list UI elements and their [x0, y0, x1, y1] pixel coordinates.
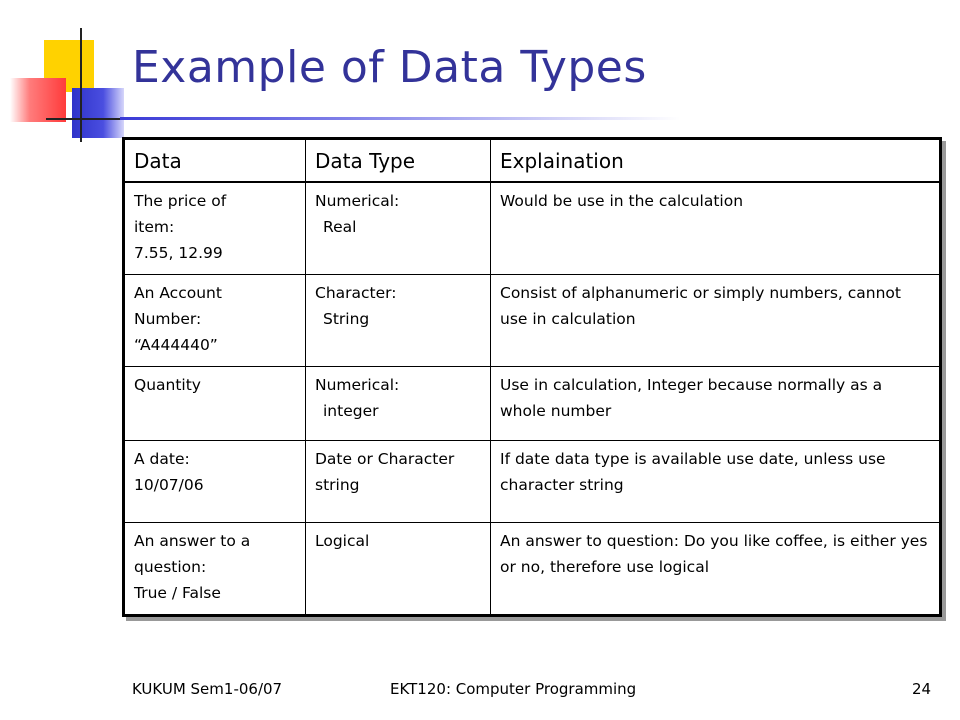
- cell-line: question:: [134, 558, 207, 576]
- type-cell: [306, 275, 491, 367]
- cell-line: String: [323, 310, 370, 328]
- horizontal-rule: [46, 118, 128, 120]
- cell-line: item:: [134, 218, 175, 236]
- footer-course-term: KUKUM Sem1-06/07: [132, 680, 283, 698]
- corner-decoration: [0, 0, 140, 150]
- cell-line: Character:: [315, 284, 397, 302]
- cell-line: 10/07/06: [134, 476, 204, 494]
- cell-line: Numerical:: [315, 192, 400, 210]
- explanation-cell: If date data type is available use date, unless use character string: [491, 441, 941, 523]
- explanation-cell: Use in calculation, Integer because normally as a whole number: [491, 367, 941, 441]
- cell-line: Real: [323, 218, 357, 236]
- cell-line: An answer to a: [134, 532, 251, 550]
- cell-line: integer: [323, 402, 379, 420]
- header-data-type: Data Type: [306, 139, 491, 183]
- vertical-rule: [80, 28, 82, 142]
- data-cell: [124, 275, 306, 367]
- footer-course-title: EKT120: Computer Programming: [390, 680, 637, 698]
- type-cell: Logical: [306, 523, 491, 616]
- cell-line: A date:: [134, 450, 190, 468]
- explanation-cell: Would be use in the calculation: [491, 182, 941, 275]
- cell-line: 7.55, 12.99: [134, 244, 223, 262]
- cell-line: Number:: [134, 310, 202, 328]
- cell-line: Quantity: [134, 376, 201, 394]
- data-cell: [124, 523, 306, 616]
- title-underline: [120, 117, 680, 120]
- explanation-cell: An answer to question: Do you like coffee, is either yes or no, therefore use logical: [491, 523, 941, 616]
- cell-line: The price of: [134, 192, 227, 210]
- header-data: Data: [124, 139, 306, 183]
- data-types-table: [122, 137, 942, 617]
- table-row: [124, 523, 941, 616]
- data-cell: [124, 367, 306, 441]
- red-square: [10, 78, 66, 122]
- type-cell: [306, 182, 491, 275]
- table-header-row: [124, 139, 941, 183]
- header-explanation: Explaination: [491, 139, 941, 183]
- data-cell: [124, 182, 306, 275]
- cell-line: True / False: [134, 584, 221, 602]
- explanation-cell: Consist of alphanumeric or simply numbers, cannot use in calculation: [491, 275, 941, 367]
- table-row: [124, 275, 941, 367]
- type-cell: Date or Character string: [306, 441, 491, 523]
- cell-line: An Account: [134, 284, 222, 302]
- table-row: [124, 182, 941, 275]
- table-row: [124, 367, 941, 441]
- slide-title: Example of Data Types: [132, 42, 647, 93]
- cell-line: Numerical:: [315, 376, 400, 394]
- page-number: 24: [912, 680, 932, 698]
- table-row: [124, 441, 941, 523]
- data-cell: [124, 441, 306, 523]
- type-cell: [306, 367, 491, 441]
- cell-line: “A444440”: [134, 336, 218, 354]
